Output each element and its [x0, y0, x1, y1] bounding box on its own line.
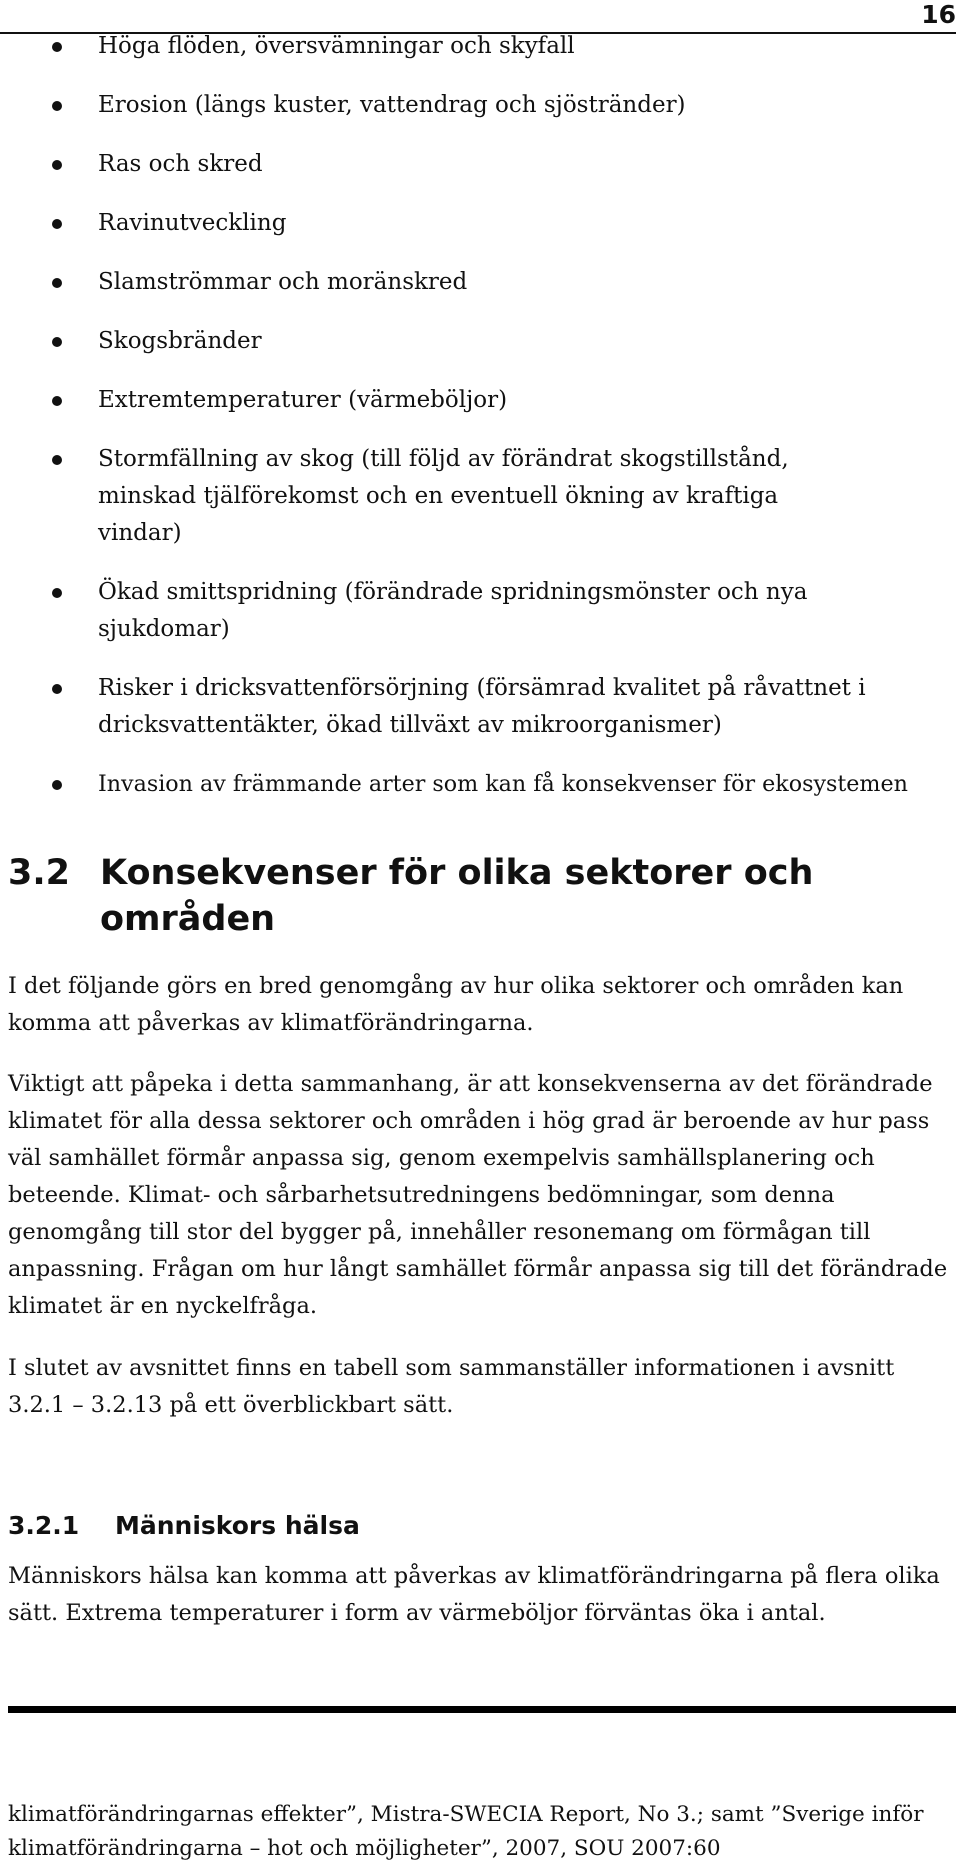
footnote-separator: [8, 1706, 956, 1713]
subsection-paragraph: Människors hälsa kan komma att påverkas av klimatförändringarna på flera olika sätt. Extrema temperaturer i form av värmeböljor förväntas öka i antal.: [8, 1563, 940, 1626]
list-item-text: Skogsbränder: [98, 328, 262, 354]
list-item: [0, 766, 960, 803]
list-item: [0, 264, 960, 301]
list-item: [0, 574, 960, 648]
list-item-text: Slamströmmar och moränskred: [98, 269, 468, 295]
list-item: [0, 382, 960, 419]
list-item-text: Ökad smittspridning (förändrade spridningsmönster och nya sjukdomar): [98, 579, 808, 642]
list-item: [0, 441, 960, 552]
bullet-icon: [52, 588, 62, 598]
bullet-icon: [52, 337, 62, 347]
bullet-icon: [52, 780, 62, 790]
subsection-number: 3.2.1: [8, 1511, 80, 1540]
list-item-text: Ravinutveckling: [98, 210, 287, 236]
bullet-icon: [52, 219, 62, 229]
subsection-title: Människors hälsa: [115, 1511, 360, 1540]
section-title-line2: områden: [100, 899, 276, 939]
list-item-text: Stormfällning av skog (till följd av förändrat skogstillstånd, minskad tjälförekomst och en eventuell ökning av kraftiga vindar): [98, 446, 789, 546]
section-title-line1: Konsekvenser för olika sektorer och: [100, 853, 814, 893]
list-item: [0, 87, 960, 124]
list-item: [0, 146, 960, 183]
intro-paragraph: I det följande görs en bred genomgång av hur olika sektorer och områden kan komma att påverkas av klimatförändringarna.: [8, 973, 904, 1036]
section-heading: [8, 850, 948, 942]
subsection-heading: [8, 1509, 360, 1543]
list-item-text: Erosion (längs kuster, vattendrag och sjöstränder): [98, 92, 686, 118]
body-paragraph: Viktigt att påpeka i detta sammanhang, är att konsekvenserna av det förändrade klimatet för alla dessa sektorer och områden i hög grad är beroende av hur pass väl samhället förmår anpassa sig, genom exempelvis samhällsplanering och beteende. Klimat- och sårbarhetsutredningens bedömningar, som denna genomgång till stor del bygger på, innehåller resonemang om förmågan till anpassning. Frågan om hur långt samhället förmår anpassa sig till det förändrade klimatet är en nyckelfråga.: [8, 1071, 948, 1319]
list-item: [0, 323, 960, 360]
body-paragraph: I slutet av avsnittet finns en tabell som sammanställer informationen i avsnitt 3.2.1 – 3.2.13 på ett överblickbart sätt.: [8, 1355, 895, 1418]
bullet-icon: [52, 278, 62, 288]
list-item: [0, 205, 960, 242]
bullet-icon: [52, 455, 62, 465]
list-item-text: Ras och skred: [98, 151, 263, 177]
section-number: 3.2: [8, 853, 71, 893]
bullet-icon: [52, 42, 62, 52]
bullet-icon: [52, 396, 62, 406]
list-item-text: Extremtemperaturer (värmeböljor): [98, 387, 508, 413]
bullet-icon: [52, 160, 62, 170]
list-item-text: Höga flöden, översvämningar och skyfall: [98, 33, 575, 59]
list-item: [0, 670, 960, 744]
list-item-text: Invasion av främmande arter som kan få konsekvenser för ekosystemen: [98, 771, 908, 797]
bullet-icon: [52, 684, 62, 694]
list-item: [0, 28, 960, 65]
hazard-list: [0, 28, 960, 803]
page-number: 16: [921, 0, 956, 29]
bullet-icon: [52, 101, 62, 111]
footnote: klimatförändringarnas effekter”, Mistra-SWECIA Report, No 3.; samt ”Sverige inför klimatförändringarna – hot och möjligheter”, 2007, SOU 2007:60: [8, 1802, 924, 1861]
list-item-text: Risker i dricksvattenförsörjning (försämrad kvalitet på råvattnet i dricksvattentäkter, ökad tillväxt av mikroorganismer): [98, 675, 866, 738]
